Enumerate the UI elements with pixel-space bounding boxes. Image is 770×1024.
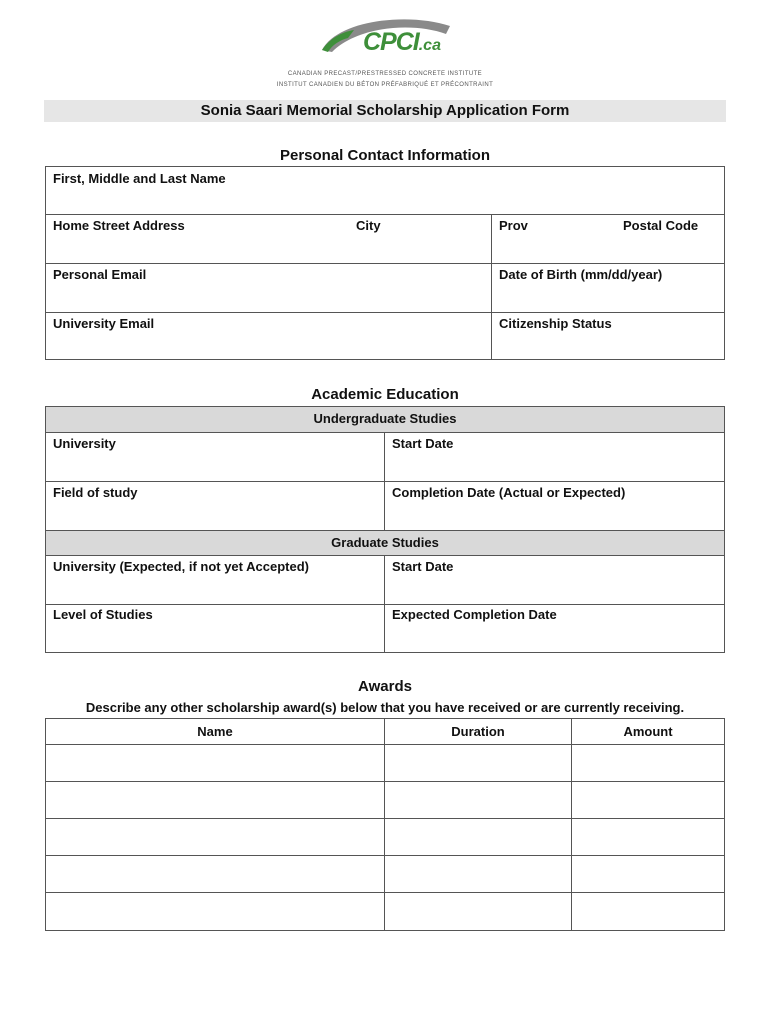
award-name-cell[interactable] xyxy=(46,745,384,781)
award-amount-cell[interactable] xyxy=(572,782,724,818)
award-duration-cell[interactable] xyxy=(385,893,571,929)
award-amount-cell[interactable] xyxy=(572,893,724,929)
date-of-birth-field[interactable]: Date of Birth (mm/dd/year) xyxy=(499,267,663,282)
cpci-logo xyxy=(318,12,454,62)
grad-completion-field[interactable]: Expected Completion Date xyxy=(392,607,557,622)
awards-table xyxy=(45,718,725,931)
award-duration-cell[interactable] xyxy=(385,819,571,855)
grad-band: Graduate Studies xyxy=(46,530,724,556)
field-of-study-field[interactable]: Field of study xyxy=(53,485,138,500)
undergrad-university-field[interactable]: University xyxy=(53,436,116,451)
grad-university-field[interactable]: University (Expected, if not yet Accepted) xyxy=(53,559,309,574)
full-name-field[interactable]: First, Middle and Last Name xyxy=(53,171,226,186)
undergrad-completion-field[interactable]: Completion Date (Actual or Expected) xyxy=(392,485,626,500)
academic-section-heading: Academic Education xyxy=(311,386,459,403)
award-amount-cell[interactable] xyxy=(572,856,724,892)
award-amount-cell[interactable] xyxy=(572,819,724,855)
undergrad-start-date-field[interactable]: Start Date xyxy=(392,436,454,451)
level-of-studies-field[interactable]: Level of Studies xyxy=(53,607,153,622)
award-name-cell[interactable] xyxy=(46,819,384,855)
award-name-cell[interactable] xyxy=(46,893,384,929)
grad-start-date-field[interactable]: Start Date xyxy=(392,559,454,574)
logo-wordmark: CPCI.ca xyxy=(363,28,441,56)
awards-col-duration: Duration xyxy=(451,724,505,739)
institute-name-en: CANADIAN PRECAST/PRESTRESSED CONCRETE INSTITUTE xyxy=(287,71,483,77)
undergrad-band: Undergraduate Studies xyxy=(46,407,724,433)
university-email-field[interactable]: University Email xyxy=(53,316,155,331)
personal-email-field[interactable]: Personal Email xyxy=(53,267,147,282)
awards-section-heading: Awards xyxy=(358,678,412,695)
academic-table xyxy=(45,406,725,653)
home-address-field[interactable]: Home Street Address xyxy=(53,218,185,233)
award-duration-cell[interactable] xyxy=(385,782,571,818)
personal-section-heading: Personal Contact Information xyxy=(279,147,491,164)
award-duration-cell[interactable] xyxy=(385,745,571,781)
institute-name-fr: INSTITUT CANADIEN DU BÉTON PRÉFABRIQUÉ ET PRÉCONTRAINT xyxy=(276,82,494,88)
award-amount-cell[interactable] xyxy=(572,745,724,781)
awards-col-amount: Amount xyxy=(623,724,673,739)
awards-description: Describe any other scholarship award(s) below that you have received or are currently receiving. xyxy=(85,700,685,715)
award-duration-cell[interactable] xyxy=(385,856,571,892)
personal-contact-table xyxy=(45,166,725,360)
postal-code-field[interactable]: Postal Code xyxy=(623,218,699,233)
award-name-cell[interactable] xyxy=(46,856,384,892)
award-name-cell[interactable] xyxy=(46,782,384,818)
city-field[interactable]: City xyxy=(356,218,381,233)
awards-col-name: Name xyxy=(197,724,233,739)
form-title: Sonia Saari Memorial Scholarship Application Form xyxy=(44,100,726,122)
province-field[interactable]: Prov xyxy=(499,218,528,233)
citizenship-field[interactable]: Citizenship Status xyxy=(499,316,612,331)
